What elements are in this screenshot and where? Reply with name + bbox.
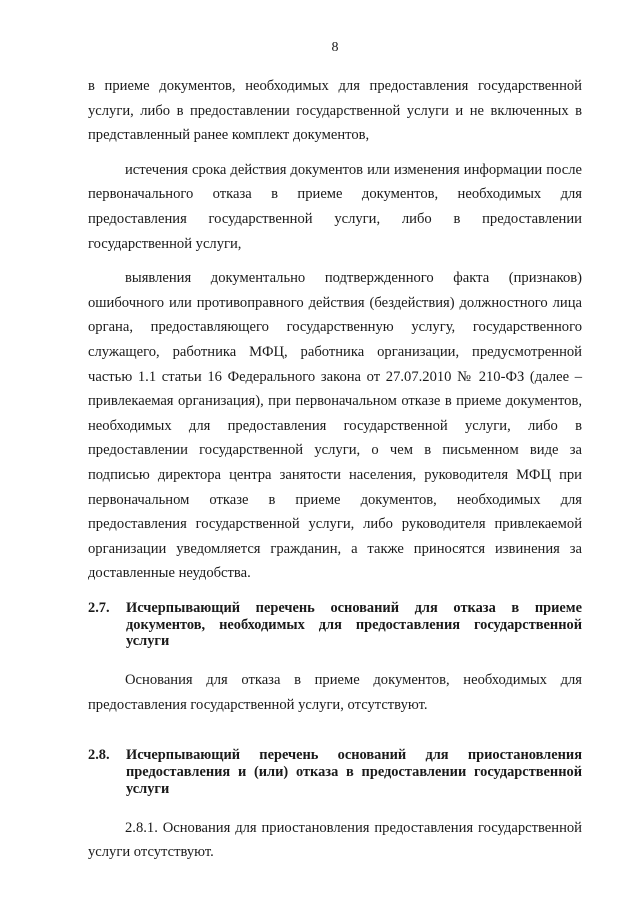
page-number: 8 — [331, 40, 339, 55]
section-number-2-7: 2.7. — [88, 599, 110, 616]
paragraph-error-detection: выявления документально подтвержденного факта (признаков) ошибочного или противоправного действия (бездействия) должностного лица органа, предоставляющего государственную услугу, государственного служащего, работника МФЦ, работника организации, предусмотренной частью 1.1 статьи 16 Федерального закона от 27.07.2010 № 210-ФЗ (далее – привлекаемая организация), при первоначальном отказе в приеме документов, необходимых для предоставления государственной услуги, либо в предоставлении государственной услуги, о чем в письменном виде за подписью директора центра занятости населения, руководителя МФЦ при первоначальном отказе в приеме документов, необходимых для предоставления государственной услуги, либо руководителя привлекаемой организации уведомляется гражданин, а также приносятся извинения за доставленные неудобства. — [88, 270, 582, 582]
paragraph-continuation: в приеме документов, необходимых для предоставления государственной услуги, либо в предоставлении государственной услуги и не включенных в представленный ранее комплект документов, — [88, 78, 582, 144]
section-title-2-8: Исчерпывающий перечень оснований для приостановления предоставления и (или) отказа в предоставлении государственной услуги — [126, 747, 582, 798]
section-heading-2-8 — [88, 747, 582, 797]
section-heading-2-7 — [88, 600, 582, 650]
paragraph-expiry: истечения срока действия документов или изменения информации после первоначального отказа в приеме документов, необходимых для предоставления государственной услуги, либо в предоставлении государственной услуги, — [88, 161, 582, 252]
section-text-2-8-1: 2.8.1. Основания для приостановления предоставления государственной услуги отсутствуют. — [88, 819, 582, 861]
section-number-2-8: 2.8. — [88, 747, 110, 764]
section-text-2-7: Основания для отказа в приеме документов, необходимых для предоставления государственной услуги, отсутствуют. — [88, 672, 582, 713]
section-title-2-7: Исчерпывающий перечень оснований для отказа в приеме документов, необходимых для предоставления государственной услуги — [126, 599, 582, 650]
